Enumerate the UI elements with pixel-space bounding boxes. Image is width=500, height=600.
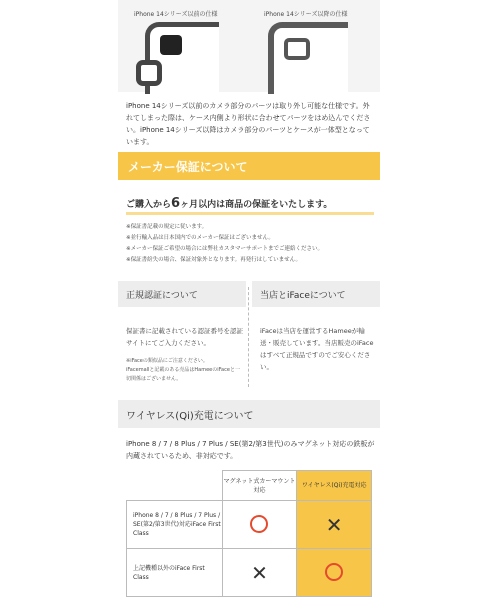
circle-icon bbox=[325, 563, 343, 581]
warranty-note: ※メーカー保証ご希望の場合には弊社カスタマーサポートまでご連絡ください。 bbox=[126, 246, 324, 252]
wireless-title: ワイヤレス(Qi)充電について bbox=[126, 411, 254, 422]
table-row bbox=[127, 549, 372, 597]
warranty-header bbox=[118, 152, 380, 180]
case-images bbox=[118, 0, 380, 92]
genuine-note: iFacemallと記載のある売品はHameeのiFaceと一切関係はございません。 bbox=[126, 367, 240, 382]
warranty-notes bbox=[126, 222, 376, 266]
product-info-page bbox=[118, 0, 380, 600]
genuine-title: 正規認証について bbox=[126, 291, 198, 301]
warranty-lead bbox=[126, 196, 332, 211]
cross-icon: ✕ bbox=[325, 512, 343, 537]
cell-supported bbox=[297, 549, 372, 597]
warranty-title: メーカー保証について bbox=[128, 160, 248, 174]
warranty-note: ※保証書紛失の場合、保証対象外となります。再発行はしていません。 bbox=[126, 257, 302, 263]
col-header-car-mount: マグネット式カーマウント対応 bbox=[222, 471, 297, 501]
column-divider bbox=[248, 287, 249, 387]
warranty-lead-months: 6 bbox=[171, 196, 181, 211]
row-label: iPhone 8 / 7 / 8 Plus / 7 Plus / SE(第2/第3世代)対応iFace First Class bbox=[127, 501, 223, 549]
camera-note: iPhone 14シリーズ以前のカメラ部分のパーツは取り外し可能な仕様です。外れてしまった際は、ケース内側より形状に合わせてパーツをはめ込んでください。iPhone 14シリーズ以降はカメラ部分のパーツとケースが一体型となっています。 bbox=[126, 102, 371, 146]
circle-icon bbox=[250, 515, 268, 533]
genuine-body: 保証書に記載されている認証番号を認証サイトにてご入力ください。 bbox=[126, 327, 243, 347]
cell-unsupported bbox=[222, 549, 297, 597]
genuine-notes bbox=[126, 357, 244, 384]
camera-part-image bbox=[136, 60, 162, 86]
camera-cutout-icon bbox=[160, 35, 182, 55]
warranty-lead-post: ヶ月以内は商品の保証をいたします。 bbox=[180, 200, 333, 210]
wireless-desc: iPhone 8 / 7 / 8 Plus / 7 Plus / SE(第2/第3世代)のみマグネット対応の鉄板が内蔵されているため、非対応です。 bbox=[126, 440, 375, 460]
col-header-wireless: ワイヤレス(Qi)充電対応 bbox=[297, 471, 372, 501]
info-columns bbox=[118, 281, 380, 393]
genuine-header bbox=[118, 281, 246, 307]
store-header bbox=[252, 281, 380, 307]
store-title: 当店とiFaceについて bbox=[260, 291, 346, 301]
store-body: iFaceは当店を運営するHameeが輸送・販売しています。当店販売のiFaceはすべて正規品ですのでご安心ください。 bbox=[260, 327, 374, 371]
row-label: 上記機種以外のiFace First Class bbox=[127, 549, 223, 597]
warranty-note: ※保証書記載の規定に従います。 bbox=[126, 224, 208, 230]
warranty-lead-pre: ご購入から bbox=[126, 200, 172, 210]
cell-unsupported bbox=[297, 501, 372, 549]
lead-underline bbox=[126, 212, 374, 215]
cell-supported bbox=[222, 501, 297, 549]
table-row bbox=[127, 501, 372, 549]
new-case-image bbox=[268, 22, 348, 94]
compatibility-table bbox=[126, 470, 372, 597]
new-spec-label: iPhone 14シリーズ以降の仕様 bbox=[264, 11, 348, 18]
genuine-note: ※iFaceの類似品にご注意ください。 bbox=[126, 358, 208, 364]
cross-icon: ✕ bbox=[251, 560, 268, 585]
wireless-header bbox=[118, 400, 380, 428]
camera-integrated-icon bbox=[284, 38, 310, 60]
warranty-note: ※並行輸入品は日本国内でのメーカー保証はございません。 bbox=[126, 235, 274, 241]
table-corner bbox=[127, 471, 223, 501]
old-spec-label: iPhone 14シリーズ以前の仕様 bbox=[134, 11, 218, 18]
